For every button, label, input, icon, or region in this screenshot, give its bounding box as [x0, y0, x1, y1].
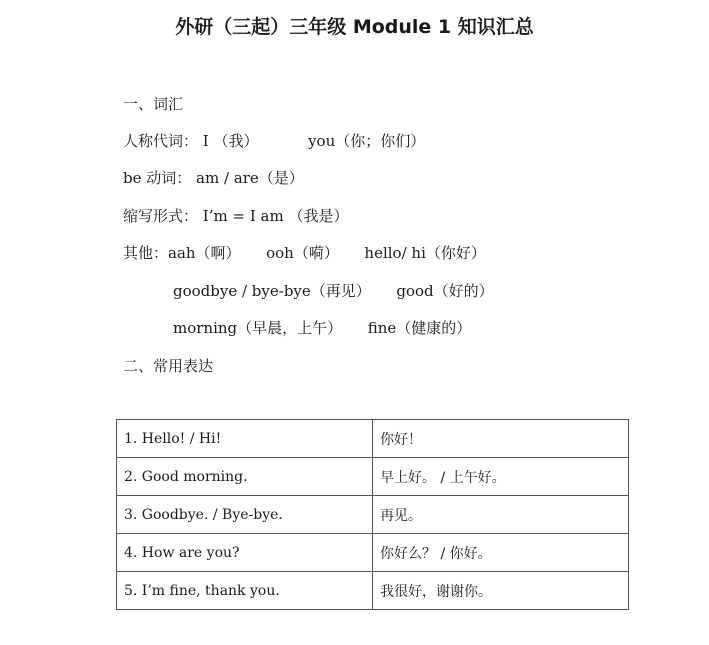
- table-row: [117, 420, 629, 458]
- other-words-line-2: [173, 280, 494, 301]
- expression-english: 3. Goodbye. / Bye-bye.: [117, 496, 373, 534]
- pronoun-you: you（你；你们）: [308, 132, 426, 150]
- word-aah: aah（啊）: [168, 244, 241, 262]
- expression-chinese: 早上好。 / 上午好。: [373, 458, 629, 496]
- word-fine: fine（健康的）: [367, 319, 472, 337]
- section-vocabulary-heading: 一、词汇: [123, 95, 184, 113]
- word-goodbye: goodbye / bye-bye（再见）: [173, 282, 371, 300]
- be-verb-line: [123, 167, 304, 188]
- expression-english: 5. I’m fine, thank you.: [117, 572, 373, 610]
- pronoun-i: I （我）: [202, 132, 259, 150]
- table-row: [117, 496, 629, 534]
- abbreviation-value: I’m = I am （我是）: [202, 207, 349, 225]
- expression-chinese: 你好么？ / 你好。: [373, 534, 629, 572]
- section-expressions-heading: 二、常用表达: [123, 357, 214, 375]
- word-morning: morning（早晨，上午）: [173, 319, 343, 337]
- expression-chinese: 你好！: [373, 420, 629, 458]
- abbreviation-line: [123, 205, 348, 226]
- expression-chinese: 再见。: [373, 496, 629, 534]
- expressions-table: [116, 419, 629, 610]
- abbreviation-label: 缩写形式：: [123, 207, 199, 225]
- word-ooh: ooh（嗬）: [266, 244, 339, 262]
- table-row: [117, 534, 629, 572]
- word-good: good（好的）: [396, 282, 494, 300]
- pronouns-line: [123, 130, 425, 151]
- expression-english: 4. How are you?: [117, 534, 373, 572]
- expression-english: 2. Good morning.: [117, 458, 373, 496]
- other-words-label: 其他：: [123, 244, 169, 262]
- table-row: [117, 458, 629, 496]
- other-words-line-1: [123, 242, 486, 263]
- expression-english: 1. Hello! / Hi!: [117, 420, 373, 458]
- pronouns-label: 人称代词：: [123, 132, 199, 150]
- be-verb-label: be 动词：: [123, 169, 192, 187]
- word-hello: hello/ hi（你好）: [364, 244, 486, 262]
- expression-chinese: 我很好，谢谢你。: [373, 572, 629, 610]
- other-words-line-3: [173, 317, 471, 338]
- page-title: 外研（三起）三年级 Module 1 知识汇总: [175, 16, 534, 38]
- table-row: [117, 572, 629, 610]
- be-verb-value: am / are（是）: [196, 169, 304, 187]
